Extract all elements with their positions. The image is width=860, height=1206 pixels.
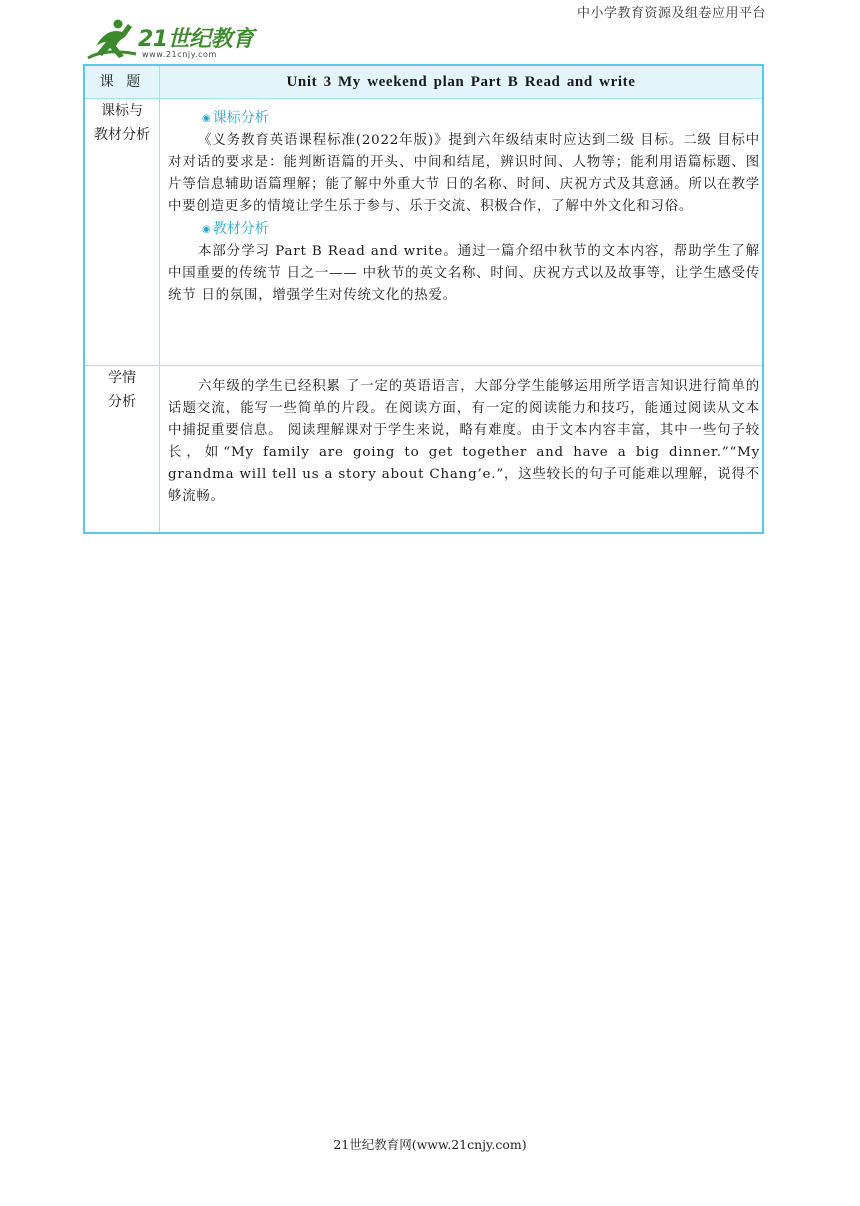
section-title: 教材分析 [212,221,269,237]
section-title: 课标分析 [212,110,269,126]
student-analysis-content [160,366,764,534]
student-analysis-label [84,366,160,534]
logo-url: www.21cnjy.com [142,50,217,59]
runner-logo-icon [86,18,140,62]
bullet-icon: ◉ [202,113,211,124]
lesson-plan-table [83,64,764,534]
student-analysis-paragraph: 六年级的学生已经积累 了一定的英语语言，大部分学生能够运用所学语言知识进行简单的话题交流，能写一些简单的片段。在阅读方面，有一定的阅读能力和技巧，能通过阅读从文本中捕捉重要信息。 阅读理解课对于学生来说，略有难度。由于文本内容丰富，其中一些句子较长，如“My family are going to get together and have a big dinner.”“My grandma will tell us a story about Chang’e.”，这些较长的句子可能难以理解，说得不够流畅。 [168,379,760,504]
student-label-line2: 分析 [108,394,136,410]
platform-name: 中小学教育资源及组卷应用平台 [576,6,766,21]
curriculum-label-line1: 课标与 [101,103,143,119]
topic-cell [160,65,764,99]
logo-text: 21世纪教育 [138,27,254,52]
site-logo [86,18,256,62]
student-label-line1: 学情 [108,370,136,386]
topic-title: Unit 3 My weekend plan Part B Read and write [286,73,636,90]
standards-paragraph: 《义务教育英语课程标准(2022年版)》提到六年级结束时应达到二级 目标。二级 目标中对对话的要求是：能判断语篇的开头、中间和结尾，辨识时间、人物等；能利用语篇标题、图片等信息辅助语篇理解；能了解中外重大节 日的名称、时间、庆祝方式及其意涵。所以在教学中要创造更多的情境让学生乐于参与、乐于交流、积极合作，了解中外文化和习俗。 [168,133,760,214]
curriculum-label [84,99,160,366]
student-analysis-row [84,366,763,534]
curriculum-row [84,99,763,366]
curriculum-content [160,99,764,366]
footer-text: 21世纪教育网(www.21cnjy.com) [333,1137,527,1152]
textbook-paragraph: 本部分学习 Part B Read and write。通过一篇介绍中秋节的文本内容，帮助学生了解中国重要的传统节 日之一—— 中秋节的英文名称、时间、庆祝方式以及故事等，让学生感受传统节 日的氛围，增强学生对传统文化的热爱。 [168,244,760,303]
section-heading-textbook [168,218,760,241]
curriculum-label-line2: 教材分析 [94,127,150,143]
topic-label: 课 题 [84,65,160,99]
topic-row [84,65,763,99]
bullet-icon: ◉ [202,224,211,235]
section-heading-standards [168,107,760,130]
